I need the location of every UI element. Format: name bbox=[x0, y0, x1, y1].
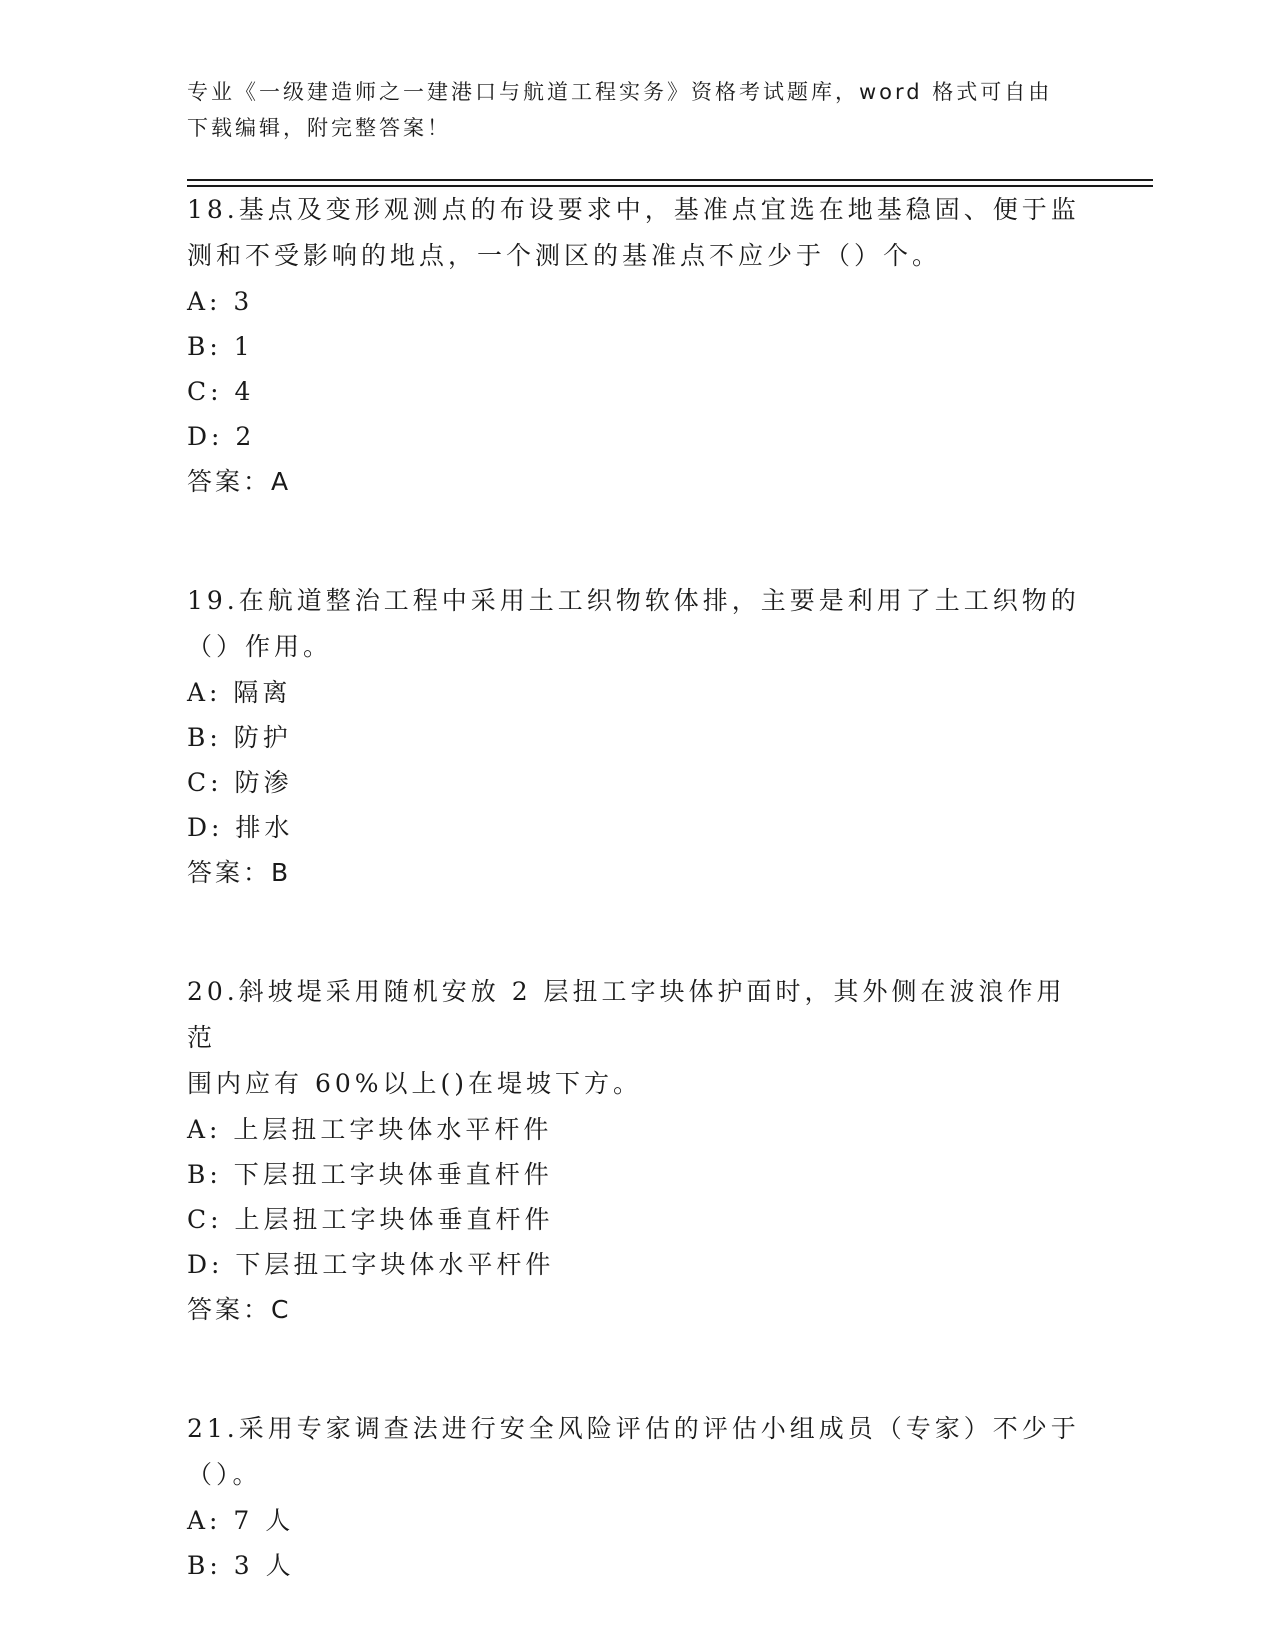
option-a: A: 上层扭工字块体水平杆件 bbox=[187, 1115, 553, 1144]
question-text-line: 围内应有 60%以上()在堤坡下方。 bbox=[187, 1069, 643, 1098]
option-a: A: 7 人 bbox=[187, 1506, 295, 1535]
question-text-line: 21.采用专家调查法进行安全风险评估的评估小组成员（专家）不少于 bbox=[187, 1414, 1080, 1443]
question-text-line: 测和不受影响的地点，一个测区的基准点不应少于（）个。 bbox=[187, 241, 942, 270]
question-text-line: （）作用。 bbox=[187, 632, 333, 661]
option-d: D: 排水 bbox=[187, 813, 294, 842]
option-c: C: 防渗 bbox=[187, 768, 293, 797]
answer: 答案：A bbox=[187, 467, 292, 496]
option-c: C: 4 bbox=[187, 377, 255, 406]
option-b: B: 1 bbox=[187, 332, 254, 361]
option-b: B: 下层扭工字块体垂直杆件 bbox=[187, 1160, 553, 1189]
header-line-1: 专业《一级建造师之一建港口与航道工程实务》资格考试题库，word 格式可自由 bbox=[187, 80, 1053, 104]
question-text-line: （）。 bbox=[187, 1460, 262, 1489]
answer: 答案：B bbox=[187, 858, 292, 887]
option-d: D: 2 bbox=[187, 422, 256, 451]
option-a: A: 隔离 bbox=[187, 678, 292, 707]
question-text-line: 19.在航道整治工程中采用土工织物软体排，主要是利用了土工织物的 bbox=[187, 586, 1080, 615]
option-b: B: 防护 bbox=[187, 723, 292, 752]
document-header bbox=[187, 74, 1087, 146]
header-line-2: 下载编辑，附完整答案！ bbox=[187, 116, 451, 140]
question-text-line: 18.基点及变形观测点的布设要求中，基准点宜选在地基稳固、便于监 bbox=[187, 195, 1080, 224]
option-b: B: 3 人 bbox=[187, 1551, 295, 1580]
header-divider-top bbox=[187, 179, 1153, 181]
option-a: A: 3 bbox=[187, 287, 254, 316]
question-20 bbox=[187, 969, 1087, 1332]
answer: 答案：C bbox=[187, 1295, 292, 1324]
option-d: D: 下层扭工字块体水平杆件 bbox=[187, 1250, 555, 1279]
option-c: C: 上层扭工字块体垂直杆件 bbox=[187, 1205, 554, 1234]
question-text-line: 20.斜坡堤采用随机安放 2 层扭工字块体护面时，其外侧在波浪作用范 bbox=[187, 977, 1066, 1052]
question-list bbox=[187, 187, 1087, 1588]
question-21 bbox=[187, 1406, 1087, 1588]
question-19 bbox=[187, 578, 1087, 895]
question-18 bbox=[187, 187, 1087, 504]
